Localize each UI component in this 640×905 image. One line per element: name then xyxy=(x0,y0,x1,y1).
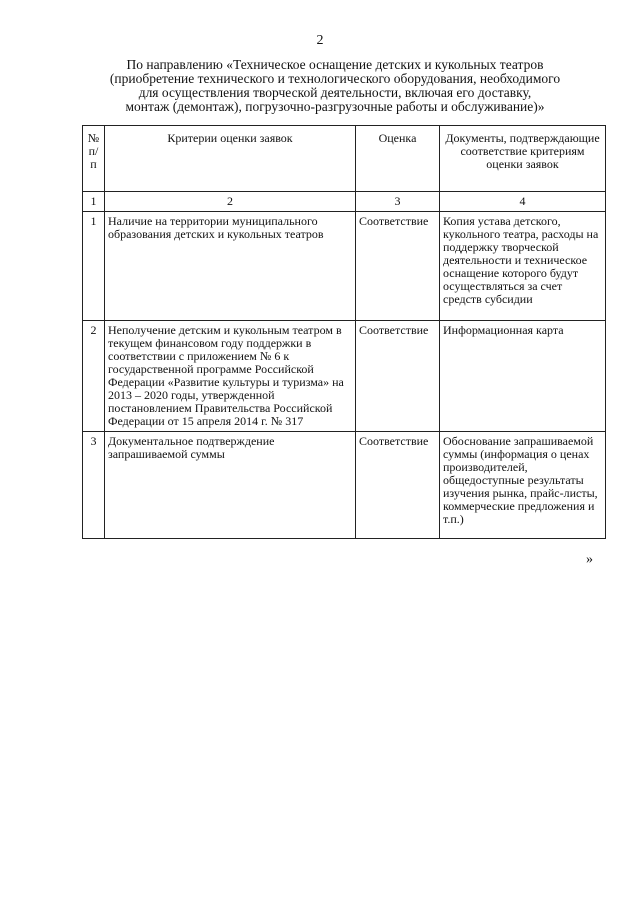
row-documents: Обоснование запрашиваемой суммы (информация о ценах производителей, общедоступные результаты изучения рынка, прайс-листы, коммерческие предложения и т.п.) xyxy=(440,432,606,539)
row-documents: Информационная карта xyxy=(440,321,606,432)
table-row xyxy=(83,321,606,432)
column-number: 4 xyxy=(440,192,606,212)
heading-line: для осуществления творческой деятельности, включая его доставку, xyxy=(138,85,532,100)
row-criteria: Неполучение детским и кукольным театром в текущем финансовом году поддержки в соответствии с приложением № 6 к государственной программе Российской Федерации «Развитие культуры и туризма» на 2013 – 2020 годы, утвержденной постановлением Правительства Российской Федерации от 15 апреля 2014 г. № 317 xyxy=(105,321,356,432)
row-number: 1 xyxy=(83,212,105,321)
heading-line: монтаж (демонтаж), погрузочно-разгрузочные работы и обслуживание)» xyxy=(125,99,545,114)
header-num: № п/п xyxy=(83,126,105,192)
table-header-row xyxy=(83,126,606,192)
row-score: Соответствие xyxy=(356,432,440,539)
header-documents: Документы, подтверждающие соответствие критериям оценки заявок xyxy=(440,126,606,192)
row-number: 3 xyxy=(83,432,105,539)
header-criteria: Критерии оценки заявок xyxy=(105,126,356,192)
column-number: 3 xyxy=(356,192,440,212)
section-heading xyxy=(70,58,600,114)
heading-line: (приобретение технического и технологического оборудования, необходимого xyxy=(109,71,561,86)
column-number-row xyxy=(83,192,606,212)
row-criteria: Документальное подтверждение запрашиваемой суммы xyxy=(105,432,356,539)
header-score: Оценка xyxy=(356,126,440,192)
page-number: 2 xyxy=(316,33,324,48)
table-row xyxy=(83,212,606,321)
row-criteria: Наличие на территории муниципального образования детских и кукольных театров xyxy=(105,212,356,321)
criteria-table xyxy=(82,125,606,539)
row-number: 2 xyxy=(83,321,105,432)
row-score: Соответствие xyxy=(356,212,440,321)
heading-line: По направлению «Техническое оснащение детских и кукольных театров xyxy=(126,57,544,72)
row-score: Соответствие xyxy=(356,321,440,432)
row-documents: Копия устава детского, кукольного театра, расходы на поддержку творческой деятельности и техническое оснащение которого будут осуществляться за счет средств субсидии xyxy=(440,212,606,321)
column-number: 1 xyxy=(83,192,105,212)
column-number: 2 xyxy=(105,192,356,212)
table-row xyxy=(83,432,606,539)
closing-quote: » xyxy=(586,552,593,567)
